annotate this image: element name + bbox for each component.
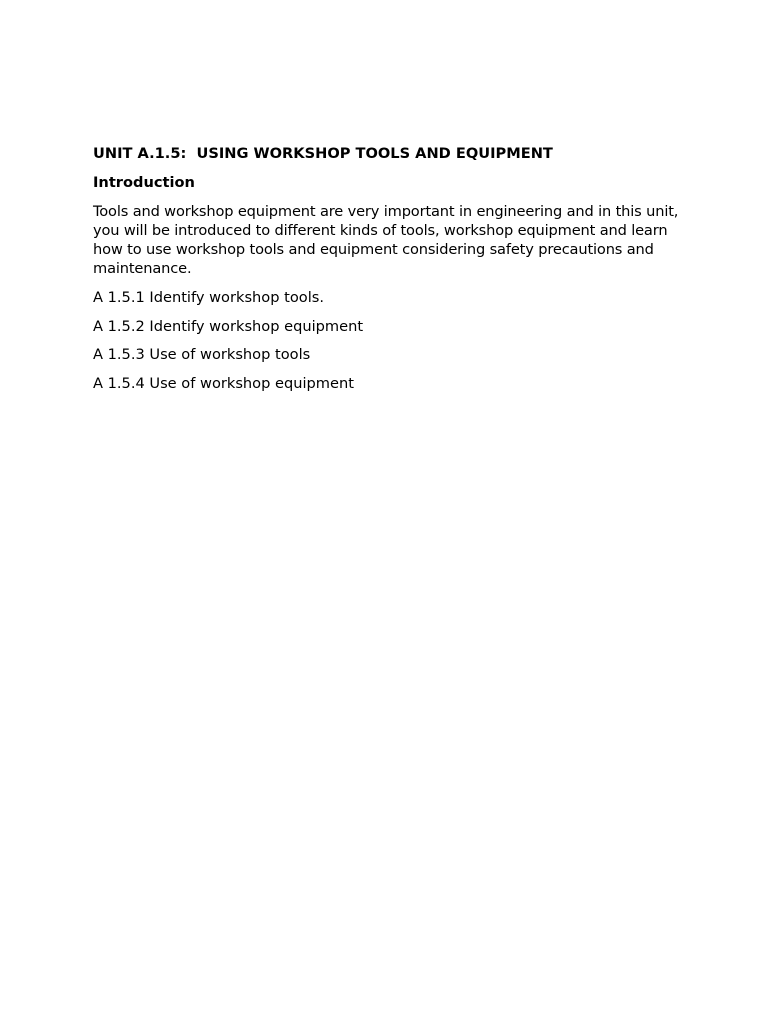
document-body	[93, 144, 685, 402]
outcome-item-2: A 1.5.2 Identify workshop equipment	[93, 317, 364, 335]
outcome-item-4: A 1.5.4 Use of workshop equipment	[93, 374, 354, 392]
introduction-paragraph: Tools and workshop equipment are very important in engineering and in this unit, you will be introduced to different kinds of tools, workshop equipment and learn how to use workshop tools and equipment considering safety precautions and maintenance.	[93, 203, 679, 277]
outcome-item-3: A 1.5.3 Use of workshop tools	[93, 346, 311, 363]
introduction-heading: Introduction	[93, 174, 195, 191]
learning-outcomes-list	[93, 288, 685, 393]
outcome-item-1: A 1.5.1 Identify workshop tools.	[93, 289, 324, 306]
unit-title: UNIT A.1.5: USING WORKSHOP TOOLS AND EQUIPMENT	[93, 145, 553, 162]
